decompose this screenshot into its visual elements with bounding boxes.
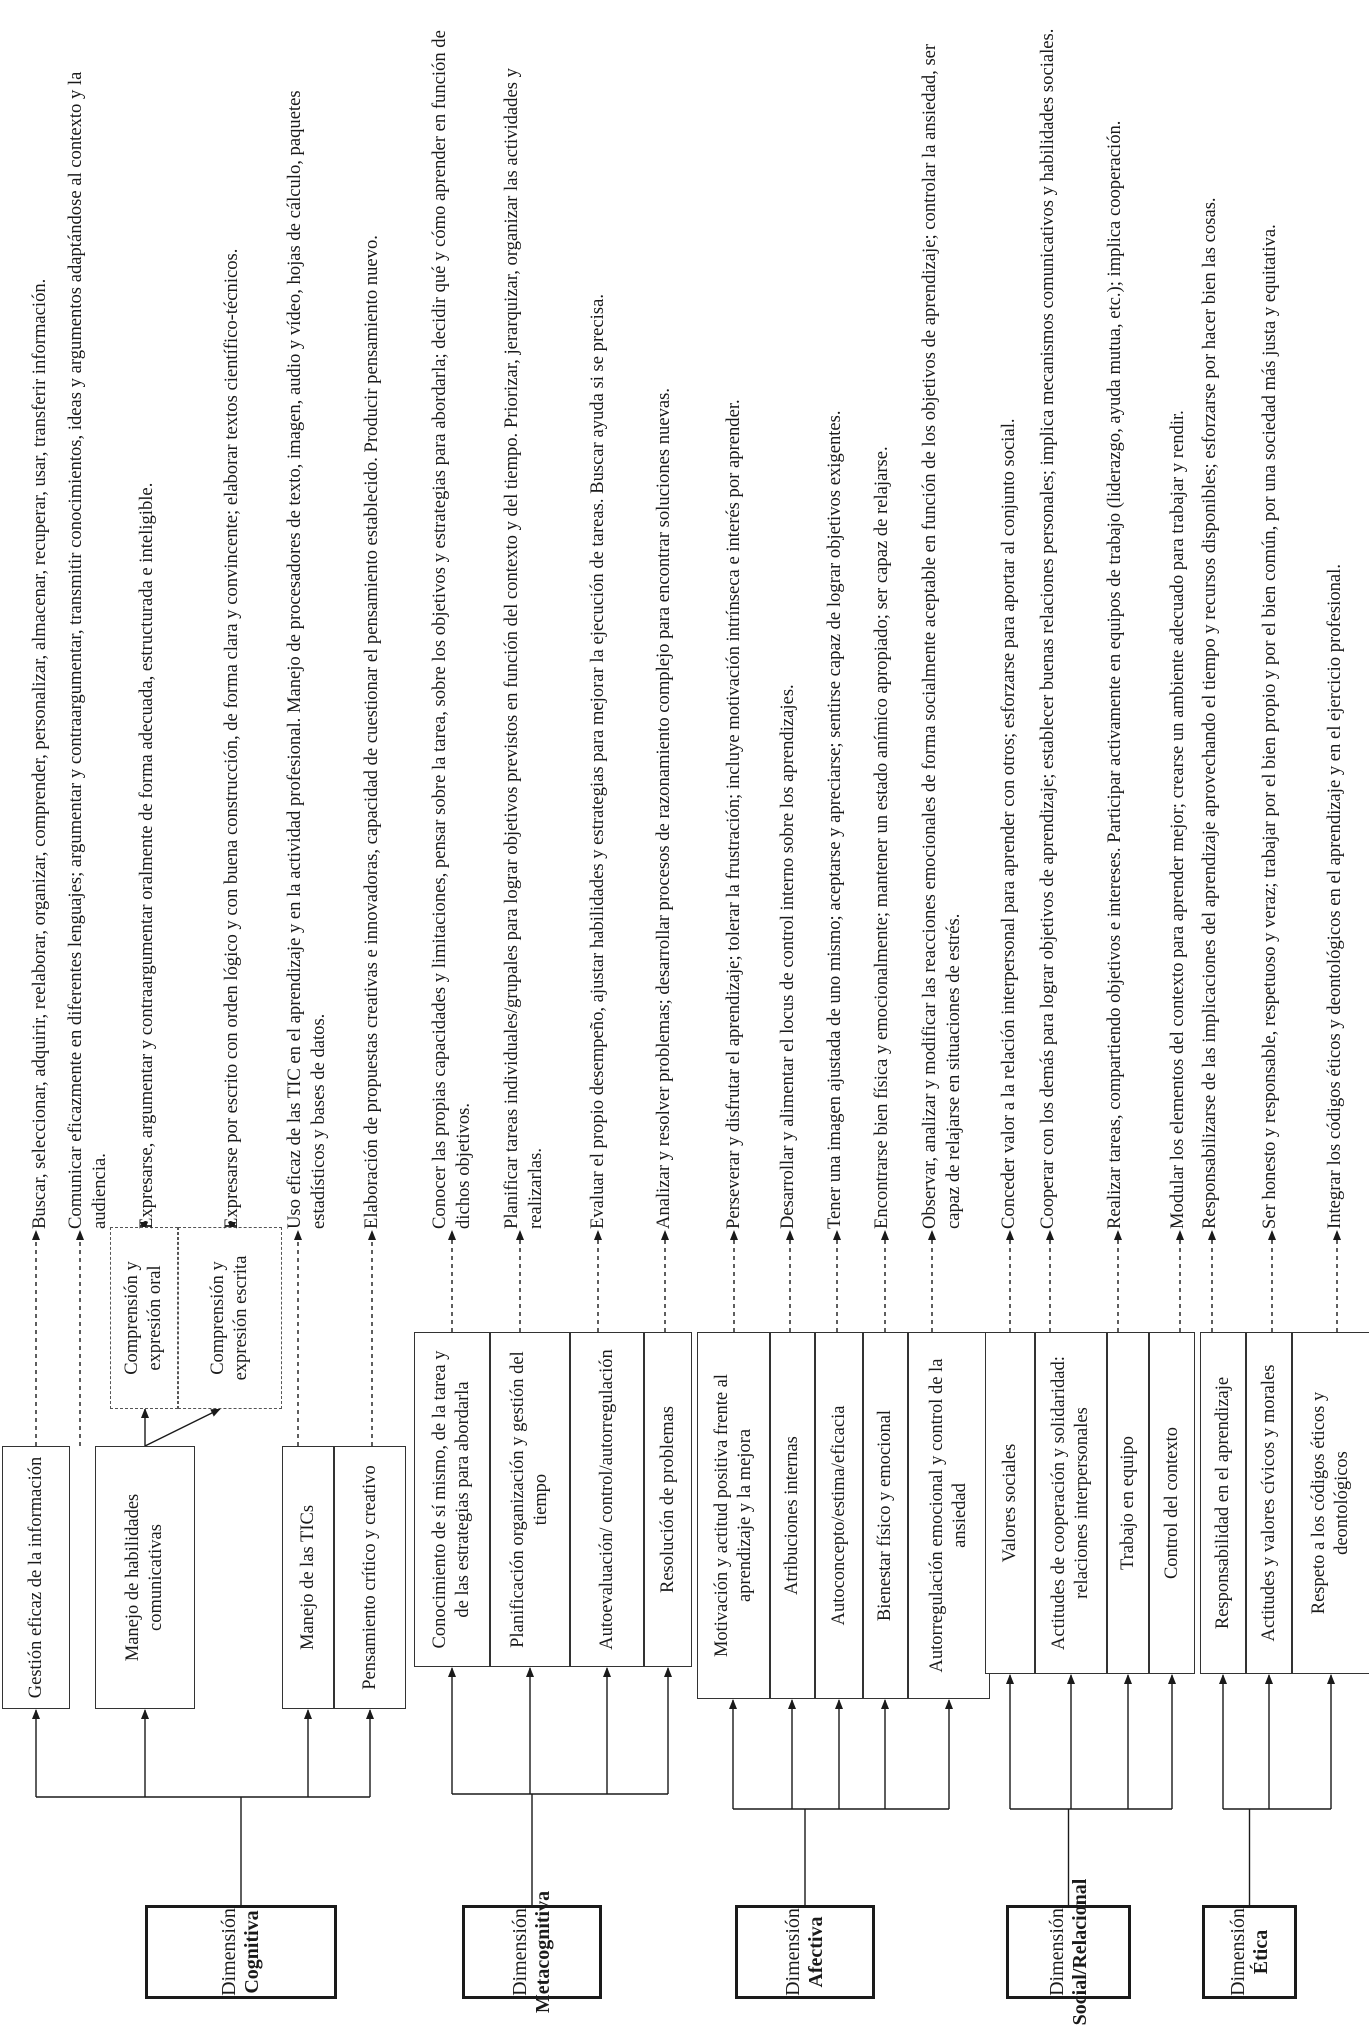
competencia-trabajo-equipo: Trabajo en equipo [1107, 1332, 1149, 1674]
dimension-etica-name: Ética [1249, 1929, 1272, 1975]
detalle-atribuciones: Desarrollar y alimentar el locus de control interno sobre los aprendizajes. [777, 684, 798, 1229]
connector-comunicativas-escrita [145, 1409, 220, 1446]
competencia-control-contexto: Control del contexto [1149, 1332, 1195, 1674]
competencia-expresion-oral: Comprensión y expresión oral [110, 1227, 178, 1409]
competencia-planificacion: Planificación organización y gestión del tiempo [490, 1332, 570, 1667]
competencia-habilidades-comunicativas: Manejo de habilidades comunicativas [95, 1446, 195, 1709]
competencia-cooperacion: Actitudes de cooperación y solidaridad: relaciones interpersonales [1035, 1332, 1107, 1674]
detalle-control-contexto: Modular los elementos del contexto para aprender mejor; crearse un ambiente adecuado para trabajar y rendir. [1167, 410, 1188, 1229]
competencia-manejo-tics: Manejo de las TICs [282, 1446, 334, 1709]
dimension-cognitiva-name: Cognitiva [241, 1910, 263, 1994]
detalle-conocimiento-si-mismo: Conocer las propias capacidades y limitaciones, pensar sobre la tarea, sobre los objetivos y estrategias para abordarla; decidir qué y cómo aprender en función de dichos objetivos. [429, 30, 475, 1229]
detalle-gestion-informacion: Buscar, seleccionar, adquirir, reelaborar, organizar, comprender, personalizar, almacenar, recuperar, usar, transferir información. [29, 278, 50, 1229]
detalle-resolucion-problemas: Analizar y resolver problemas; desarrollar procesos de razonamiento complejo para encontrar soluciones nuevas. [653, 387, 674, 1229]
detalle-autorregulacion-emocional: Observar, analizar y modificar las reacciones emocionales de forma socialmente aceptable en función de los objetivos de aprendizaje; controlar la ansiedad, ser capaz de relajarse en situaciones de estrés. [919, 43, 965, 1229]
detalle-bienestar: Encontrarse bien física y emocionalmente; mantener un estado anímico apropiado; ser capaz de relajarse. [871, 446, 892, 1229]
detalle-codigos-eticos: Integrar los códigos éticos y deontológicos en el aprendizaje y en el ejercicio profesional. [1324, 564, 1345, 1229]
detalle-valores-sociales: Conceder valor a la relación interpersonal para aprender con otros; esforzarse para aportar al conjunto social. [998, 418, 1019, 1229]
dimension-social [1006, 1878, 1131, 2025]
dimension-cognitiva-prefix: Dimensión [218, 1908, 240, 1996]
detalle-autoevaluacion: Evaluar el propio desempeño, ajustar habilidades y estrategias para mejorar la ejecución de tareas. Buscar ayuda si se precisa. [587, 294, 608, 1229]
competencia-valores-sociales: Valores sociales [985, 1332, 1035, 1674]
detalle-autoconcepto: Tener una imagen ajustada de uno mismo; aceptarse y apreciarse; sentirse capaz de lograr objetivos exigentes. [824, 410, 845, 1229]
dimension-social-name: Social/Relacional [1068, 1878, 1091, 2025]
dimension-etica [1202, 1905, 1297, 1999]
dimension-etica-prefix: Dimensión [1226, 1908, 1249, 1996]
competencia-autoevaluacion: Autoevaluación/ control/autorregulación [570, 1332, 644, 1667]
dimension-afectiva-prefix: Dimensión [782, 1908, 804, 1996]
detalle-habilidades-comunicativas: Comunicar eficazmente en diferentes lenguajes; argumentar y contraargumentar, transmitir conocimientos, ideas y argumentos adaptándose al contexto y la audiencia. [65, 71, 111, 1229]
competencia-expresion-escrita: Comprensión y expresión escrita [178, 1227, 282, 1409]
dimension-metacognitiva-prefix: Dimensión [509, 1908, 531, 1996]
dimension-metacognitiva-name: Metacognitiva [532, 1890, 554, 2014]
detalle-responsabilidad: Responsabilizarse de las implicaciones del aprendizaje aprovechando el tiempo y recursos disponibles; esforzarse por hacer bien las cosas. [1199, 197, 1220, 1229]
dimension-afectiva [735, 1905, 875, 1999]
competencia-valores-civicos: Actitudes y valores cívicos y morales [1246, 1332, 1292, 1674]
detalle-trabajo-equipo: Realizar tareas, compartiendo objetivos e intereses. Participar activamente en equipos de trabajo (liderazgo, ayuda mutua, etc.); implica cooperación. [1104, 120, 1125, 1229]
competencia-atribuciones: Atribuciones internas [770, 1332, 815, 1699]
detalle-expresion-escrita: Expresarse por escrito con orden lógico y con buena construcción, de forma clara y convincente; elaborar textos científico-técnicos. [221, 248, 242, 1229]
detalle-cooperacion: Cooperar con los demás para lograr objetivos de aprendizaje; establecer buenas relaciones personales; implica mecanismos comunicativos y habilidades sociales. [1037, 28, 1058, 1229]
detalle-valores-civicos: Ser honesto y responsable, respetuoso y veraz; trabajar por el bien propio y por el bien común, por una sociedad más justa y equitativa. [1259, 224, 1280, 1229]
detalle-pensamiento-critico: Elaboración de propuestas creativas e innovadoras, capacidad de cuestionar el pensamiento establecido. Producir pensamiento nuevo. [361, 235, 382, 1229]
dimension-social-prefix: Dimensión [1045, 1908, 1068, 1996]
competencia-conocimiento-si-mismo: Conocimiento de sí mismo, de la tarea y de las estrategias para abordarla [414, 1332, 490, 1667]
competencia-motivacion: Motivación y actitud positiva frente al aprendizaje y la mejora [697, 1332, 770, 1699]
competencia-codigos-eticos: Respeto a los códigos éticos y deontológicos [1292, 1332, 1369, 1674]
detalle-motivacion: Perseverar y disfrutar el aprendizaje; tolerar la frustración; incluye motivación intrínseca e interés por aprender. [723, 399, 744, 1229]
dimension-afectiva-name: Afectiva [805, 1916, 827, 1988]
dimension-metacognitiva [462, 1890, 602, 2014]
detalle-expresion-oral: Expresarse, argumentar y contraargumentar oralmente de forma adecuada, estructurada e inteligible. [136, 482, 157, 1229]
competencia-autorregulacion-emocional: Autorregulación emocional y control de la ansiedad [908, 1332, 990, 1699]
dimension-cognitiva [145, 1905, 337, 1999]
competencia-pensamiento-critico: Pensamiento crítico y creativo [334, 1446, 406, 1709]
competencia-autoconcepto: Autoconcepto/estima/eficacia [815, 1332, 863, 1699]
competencia-resolucion-problemas: Resolución de problemas [644, 1332, 692, 1667]
competencia-responsabilidad: Responsabilidad en el aprendizaje [1200, 1332, 1246, 1674]
detalle-planificacion: Planificar tareas individuales/grupales para lograr objetivos previstos en función del contexto y del tiempo. Priorizar, jerarquizar, organizar las actividades y realizarlas. [501, 68, 547, 1229]
competencia-bienestar: Bienestar físico y emocional [863, 1332, 908, 1699]
detalle-manejo-tics: Uso eficaz de las TIC en el aprendizaje y en la actividad profesional. Manejo de procesadores de texto, imagen, audio y vídeo, hojas de cálculo, paquetes estadísticos y bases de datos. [284, 90, 330, 1229]
competencia-gestion-informacion: Gestión eficaz de la información [2, 1446, 70, 1709]
